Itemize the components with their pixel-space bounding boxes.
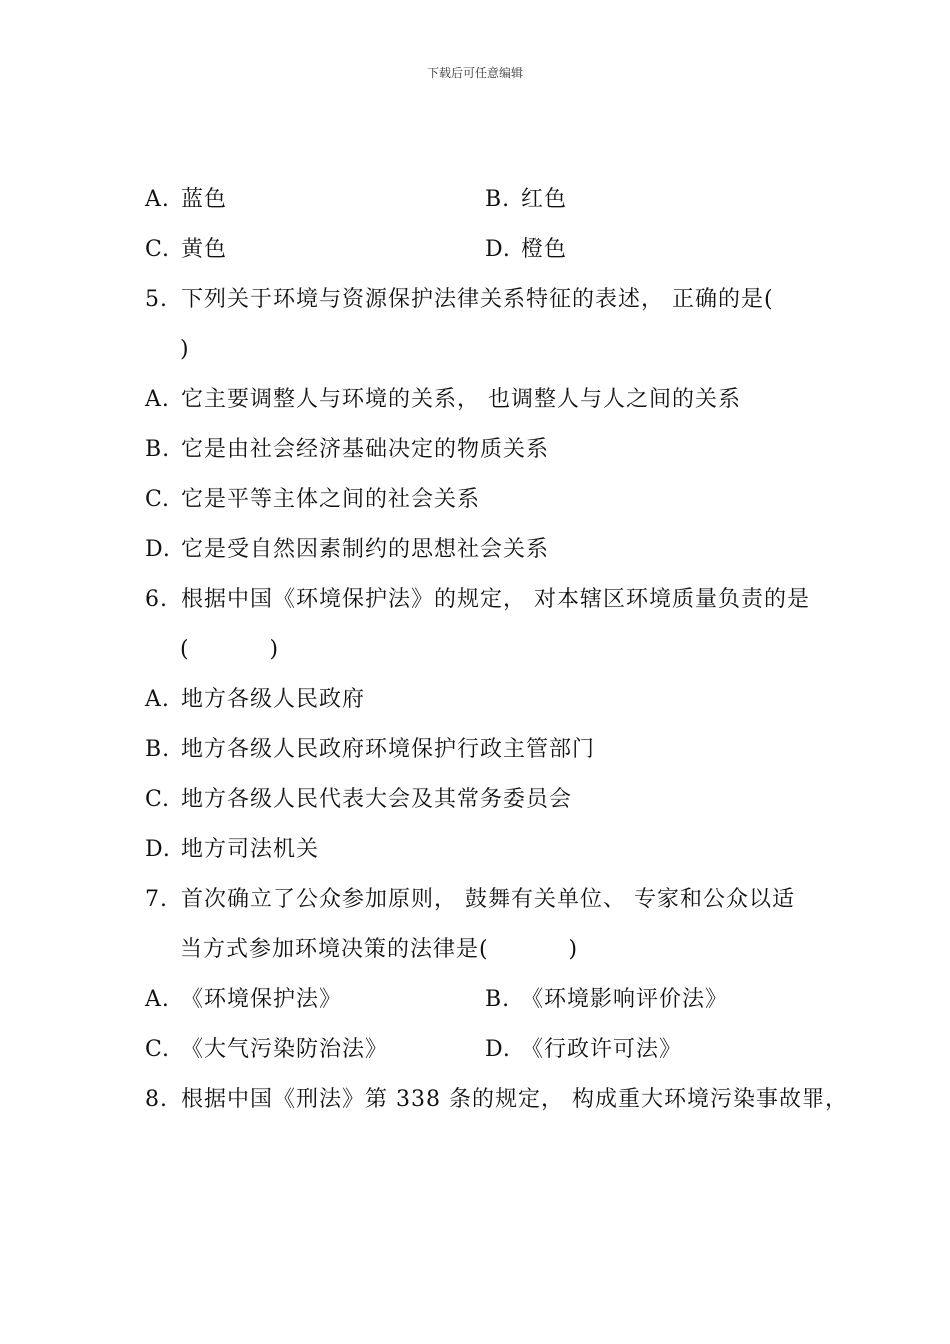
question-number: 8. bbox=[145, 1087, 168, 1112]
option-mark: C. bbox=[145, 787, 171, 812]
option-mark: A. bbox=[145, 987, 170, 1012]
option-line bbox=[145, 836, 319, 864]
question-continuation: ( ) bbox=[180, 637, 280, 662]
question-text: 下列关于环境与资源保护法律关系特征的表述， 正确的是( bbox=[181, 287, 774, 312]
option-text: 《行政许可法》 bbox=[521, 1037, 683, 1062]
option-mark: D. bbox=[485, 237, 511, 262]
page-header: 下载后可任意编辑 bbox=[426, 66, 523, 80]
question-line bbox=[145, 886, 795, 914]
option-mark: B. bbox=[145, 737, 171, 762]
question-text: 根据中国《环境保护法》的规定， 对本辖区环境质量负责的是 bbox=[181, 587, 810, 612]
option-text: 蓝色 bbox=[181, 187, 228, 212]
option-line bbox=[485, 986, 728, 1014]
option-line bbox=[145, 686, 365, 714]
option-text: 《环境保护法》 bbox=[181, 987, 343, 1012]
question-continuation: ) bbox=[180, 337, 190, 362]
option-line bbox=[485, 236, 567, 264]
option-mark: D. bbox=[145, 537, 171, 562]
option-text: 红色 bbox=[521, 187, 568, 212]
question-number: 6. bbox=[145, 587, 168, 612]
option-mark: A. bbox=[145, 187, 170, 212]
option-text: 地方司法机关 bbox=[181, 837, 320, 862]
question-line bbox=[145, 586, 810, 614]
option-mark: B. bbox=[485, 987, 511, 1012]
option-line bbox=[145, 786, 572, 814]
option-mark: C. bbox=[145, 487, 171, 512]
option-text: 橙色 bbox=[521, 237, 568, 262]
option-line bbox=[145, 986, 342, 1014]
option-mark: C. bbox=[145, 237, 171, 262]
option-text: 地方各级人民代表大会及其常务委员会 bbox=[181, 787, 573, 812]
option-line bbox=[145, 1036, 388, 1064]
question-number: 5. bbox=[145, 287, 168, 312]
option-text: 它是受自然因素制约的思想社会关系 bbox=[181, 537, 550, 562]
option-text: 地方各级人民政府 bbox=[181, 687, 366, 712]
question-continuation: 当方式参加环境决策的法律是( ) bbox=[180, 937, 579, 962]
option-line bbox=[485, 186, 567, 214]
option-mark: B. bbox=[485, 187, 511, 212]
option-line bbox=[145, 386, 741, 414]
option-mark: D. bbox=[485, 1037, 511, 1062]
option-line bbox=[145, 436, 549, 464]
option-mark: A. bbox=[145, 687, 170, 712]
option-line bbox=[145, 536, 549, 564]
option-text: 《环境影响评价法》 bbox=[521, 987, 729, 1012]
option-text: 地方各级人民政府环境保护行政主管部门 bbox=[181, 737, 596, 762]
option-line bbox=[485, 1036, 682, 1064]
question-text: 根据中国《刑法》第 338 条的规定， 构成重大环境污染事故罪， bbox=[181, 1087, 848, 1112]
question-line bbox=[145, 286, 774, 314]
option-mark: B. bbox=[145, 437, 171, 462]
option-mark: C. bbox=[145, 1037, 171, 1062]
question-text: 首次确立了公众参加原则， 鼓舞有关单位、 专家和公众以适 bbox=[181, 887, 795, 912]
option-line bbox=[145, 186, 227, 214]
option-mark: A. bbox=[145, 387, 170, 412]
option-line bbox=[145, 486, 480, 514]
option-text: 黄色 bbox=[181, 237, 228, 262]
option-line bbox=[145, 736, 595, 764]
option-text: 它是平等主体之间的社会关系 bbox=[181, 487, 481, 512]
question-line bbox=[145, 1086, 848, 1114]
question-number: 7. bbox=[145, 887, 168, 912]
option-text: 《大气污染防治法》 bbox=[181, 1037, 389, 1062]
option-mark: D. bbox=[145, 837, 171, 862]
option-text: 它主要调整人与环境的关系， 也调整人与人之间的关系 bbox=[181, 387, 741, 412]
option-line bbox=[145, 236, 227, 264]
option-text: 它是由社会经济基础决定的物质关系 bbox=[181, 437, 550, 462]
